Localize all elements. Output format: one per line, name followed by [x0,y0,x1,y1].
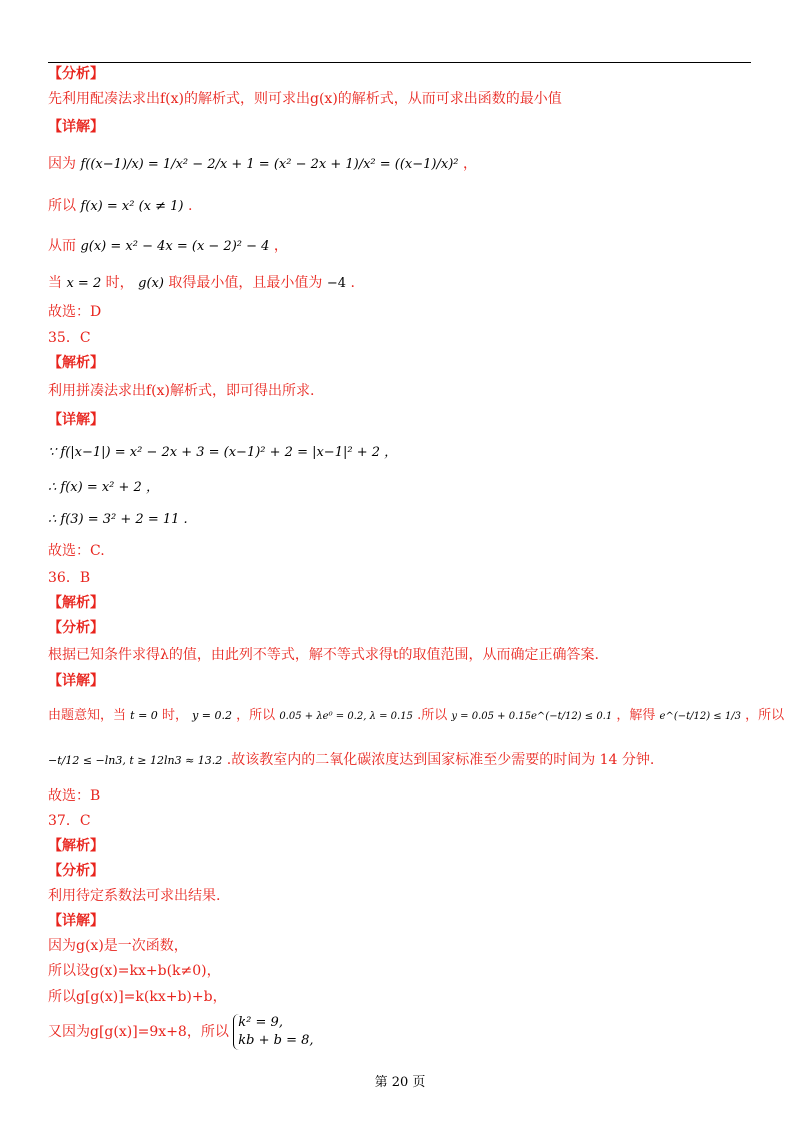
q37-number: 37．C [48,813,91,829]
q34-line2 [48,196,192,217]
q35-line2: ∴ f(x) = x² + 2 ， [48,480,159,495]
system-eq1: k² = 9, [238,1015,283,1030]
q37-line3: 所以g[g(x)]=k(kx+b)+b， [48,989,227,1005]
q35-answer: 故选：C. [48,543,105,559]
q34-line4-math3: −4 [326,276,346,291]
q35-tag-detail: 【详解】 [48,412,104,428]
q36-number: 36．B [48,570,91,586]
q36-line2-text: .故该教室内的二氧化碳浓度达到国家标准至少需要的时间为 14 分钟. [226,752,655,768]
q35-line3: ∴ f(3) = 3² + 2 = 11 . [48,512,188,527]
q34-line1 [48,152,477,177]
q36-analysis-text: 根据已知条件求得λ的值，由此列不等式，解不等式求得t的取值范围，从而确定正确答案. [48,647,599,663]
q36-line1-f: ，所以 [745,708,785,723]
q34-line1-prefix: 因为 [48,156,76,172]
q36-line1-d: .所以 [417,708,448,723]
q36-line1-m3: 0.05 + λe⁰ = 0.2, λ = 0.15 [279,711,413,722]
q37-line4 [48,1014,314,1050]
q34-line3-prefix: 从而 [48,238,76,254]
q36-line1-b: 时， [161,708,188,723]
q36-line2-math: −t/12 ≤ −ln3, t ≥ 12ln3 ≈ 13.2 [48,754,223,767]
q36-tag-analysis: 【分析】 [48,620,104,636]
q34-line3 [48,236,288,257]
q36-line1-e: ，解得 [616,708,656,723]
q36-tag-detail: 【详解】 [48,673,104,689]
q34-line4-c: 取得最小值，且最小值为 [168,275,323,291]
q34-analysis-text: 先利用配凑法求出f(x)的解析式，则可求出g(x)的解析式，从而可求出函数的最小值 [48,91,562,107]
q34-answer: 故选：D [48,304,102,320]
q34-line2-suffix: . [187,198,193,214]
section-tag-analysis: 【分析】 [48,66,104,82]
q35-line1: ∵ f(|x−1|) = x² − 2x + 3 = (x−1)² + 2 = |x−1|² + 2 ， [48,445,398,460]
q37-line2: 所以设g(x)=kx+b(k≠0)， [48,963,221,979]
q34-line3-math: g(x) = x² − 4x = (x − 2)² − 4 [80,239,270,254]
q36-line1 [48,706,784,727]
q36-line1-m4: y = 0.05 + 0.15e^(−t/12) ≤ 0.1 [451,711,613,722]
q34-line4-a: 当 [48,275,62,291]
q36-line1-m5: e^(−t/12) ≤ 1/3 [659,711,741,722]
q36-tag-explain: 【解析】 [48,595,104,611]
q34-line3-suffix: ， [273,238,288,254]
q34-line2-math: f(x) = x² (x ≠ 1) [80,199,184,214]
q36-answer: 故选：B [48,788,101,804]
q37-tag-analysis: 【分析】 [48,863,104,879]
page-footer: 第 20 页 [374,1075,426,1090]
q37-tag-explain: 【解析】 [48,838,104,854]
equation-system [233,1014,313,1050]
q35-number: 35．C [48,330,91,346]
q34-line1-suffix: ， [462,156,477,172]
header-rule [48,62,751,63]
q34-line4-d: . [350,275,355,291]
q35-analysis-text: 利用拼凑法求出f(x)解析式，即可得出所求. [48,383,315,399]
system-eq2: kb + b = 8, [238,1033,314,1048]
q37-analysis-text: 利用待定系数法可求出结果. [48,888,221,904]
q34-line4-math2: g(x) [138,276,164,291]
q36-line1-c: ，所以 [236,708,276,723]
q36-line1-a: 由题意知，当 [48,708,127,723]
q34-line2-prefix: 所以 [48,198,76,214]
q35-tag-explain: 【解析】 [48,355,104,371]
q36-line2 [48,750,654,771]
q34-line4 [48,273,355,294]
q34-line4-b: 时， [105,275,134,291]
q37-tag-detail: 【详解】 [48,913,104,929]
q37-line1: 因为g(x)是一次函数， [48,938,188,954]
q34-line4-math1: x = 2 [66,276,102,291]
section-tag-detail: 【详解】 [48,119,104,135]
q34-line1-math: f((x−1)/x) = 1/x² − 2/x + 1 = (x² − 2x + 1)/x² = ((x−1)/x)² [80,157,459,172]
q37-line4-text: 又因为g[g(x)]=9x+8，所以 [48,1024,229,1040]
q36-line1-m2: y = 0.2 [192,709,233,722]
q36-line1-m1: t = 0 [130,709,158,722]
